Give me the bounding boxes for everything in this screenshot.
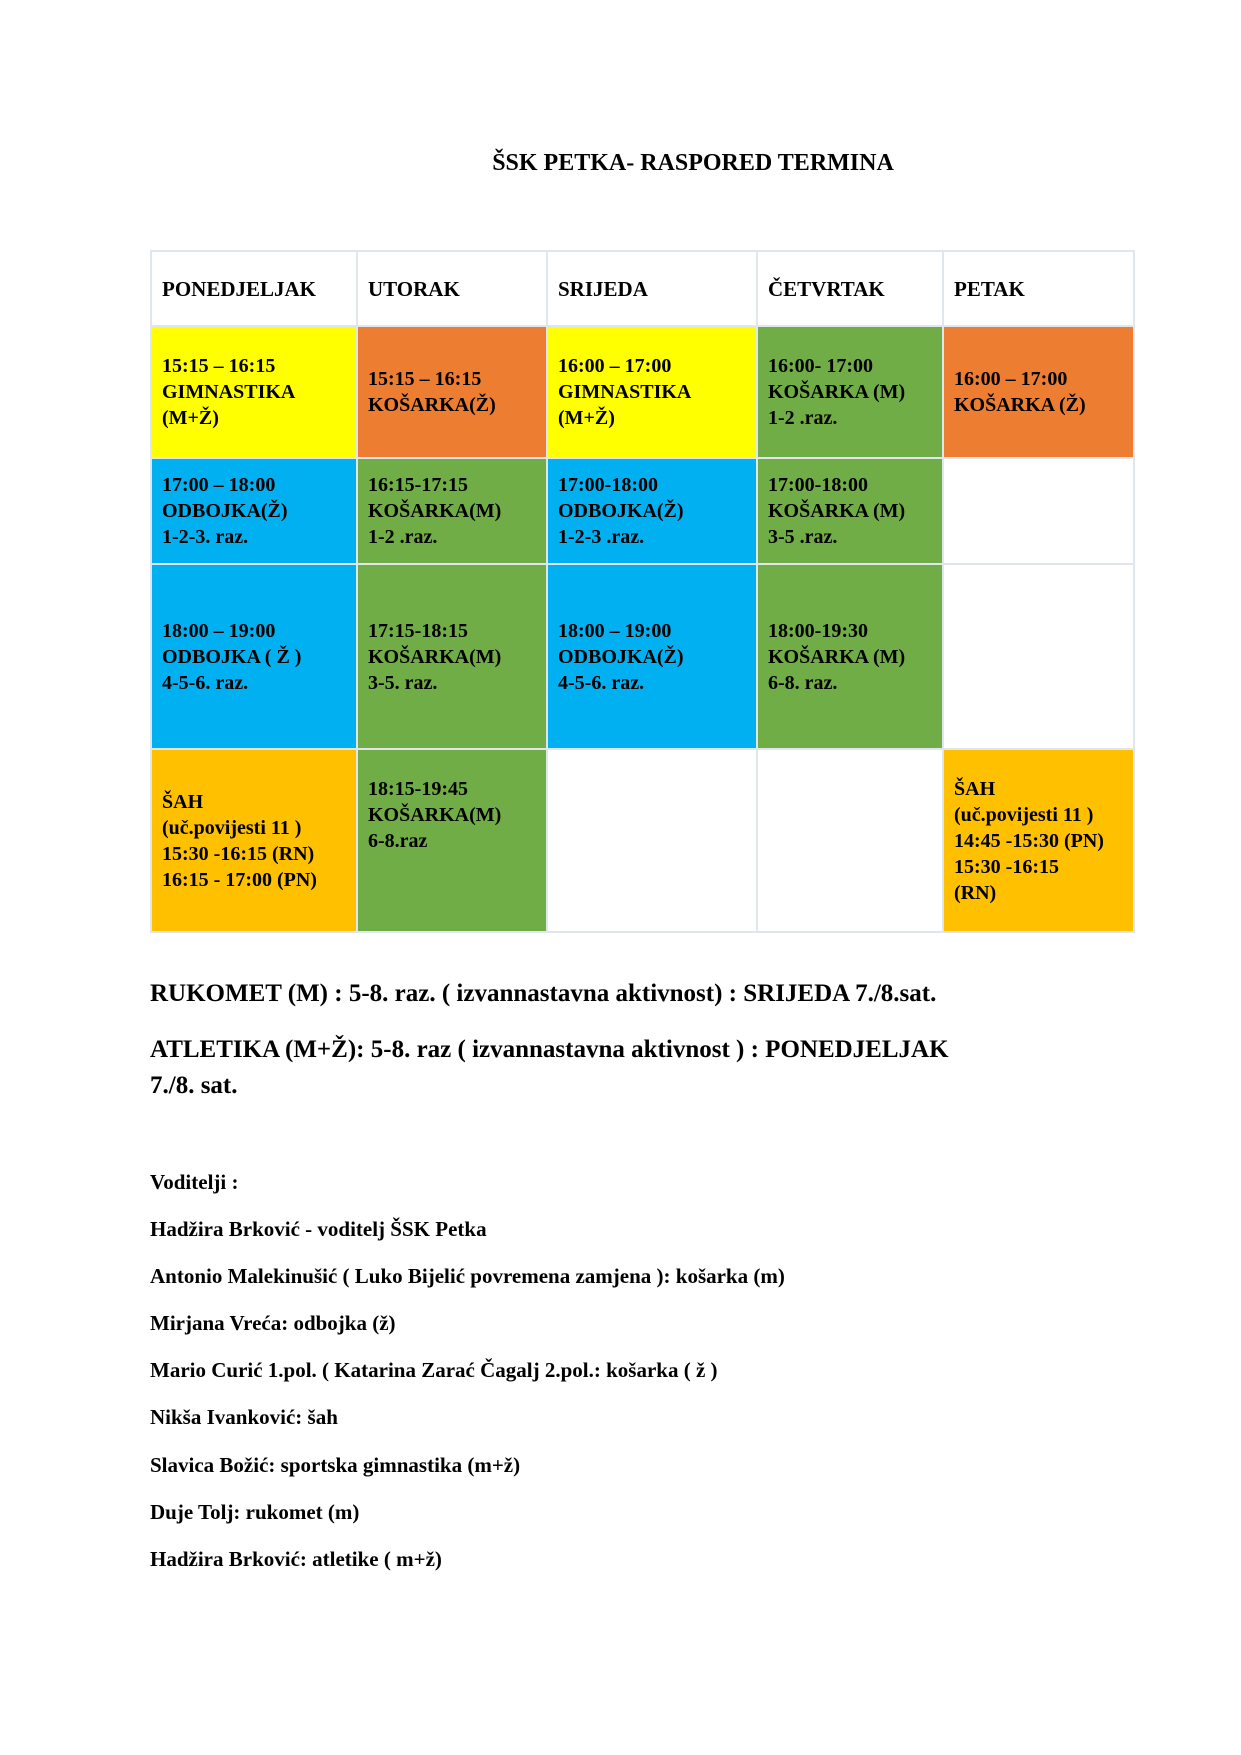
- leaders-heading: Voditelji :: [150, 1170, 239, 1194]
- schedule-cell: ŠAH (uč.povijesti 11 ) 15:30 -16:15 (RN) 16:15 - 17:00 (PN): [151, 749, 357, 932]
- schedule-cell: 18:00-19:30 KOŠARKA (M) 6-8. raz.: [757, 564, 943, 749]
- page-title: ŠSK PETKA- RASPORED TERMINA: [492, 150, 894, 176]
- schedule-cell: 17:00 – 18:00 ODBOJKA(Ž) 1-2-3. raz.: [151, 458, 357, 564]
- schedule-cell: 15:15 – 16:15 KOŠARKA(Ž): [357, 326, 547, 458]
- schedule-cell: 17:00-18:00 ODBOJKA(Ž) 1-2-3 .raz.: [547, 458, 757, 564]
- day-header: PONEDJELJAK: [151, 251, 357, 326]
- day-header: SRIJEDA: [547, 251, 757, 326]
- schedule-row: [151, 326, 1134, 458]
- day-header: UTORAK: [357, 251, 547, 326]
- leader-item: Hadžira Brković - voditelj ŠSK Petka: [150, 1217, 487, 1241]
- schedule-header-row: [151, 251, 1134, 326]
- schedule-cell: 16:15-17:15 KOŠARKA(M) 1-2 .raz.: [357, 458, 547, 564]
- leader-item: Antonio Malekinušić ( Luko Bijelić povremena zamjena ): košarka (m): [150, 1264, 785, 1288]
- schedule-cell: 16:00 – 17:00 GIMNASTIKA (M+Ž): [547, 326, 757, 458]
- leader-item: Duje Tolj: rukomet (m): [150, 1500, 360, 1524]
- schedule-cell: [943, 564, 1134, 749]
- leader-item: Mario Curić 1.pol. ( Katarina Zarać Čagalj 2.pol.: košarka ( ž ): [150, 1358, 718, 1382]
- schedule-cell: [757, 749, 943, 932]
- schedule-row: [151, 564, 1134, 749]
- note-rukomet: RUKOMET (M) : 5-8. raz. ( izvannastavna aktivnost) : SRIJEDA 7./8.sat.: [150, 980, 937, 1007]
- schedule-cell: ŠAH (uč.povijesti 11 ) 14:45 -15:30 (PN) 15:30 -16:15 (RN): [943, 749, 1134, 932]
- schedule-cell: 18:00 – 19:00 ODBOJKA ( Ž ) 4-5-6. raz.: [151, 564, 357, 749]
- schedule-cell: 17:15-18:15 KOŠARKA(M) 3-5. raz.: [357, 564, 547, 749]
- schedule-cell: [943, 458, 1134, 564]
- schedule-row: [151, 458, 1134, 564]
- schedule-cell: 18:00 – 19:00 ODBOJKA(Ž) 4-5-6. raz.: [547, 564, 757, 749]
- schedule-cell: 16:00 – 17:00 KOŠARKA (Ž): [943, 326, 1134, 458]
- leader-item: Hadžira Brković: atletike ( m+ž): [150, 1547, 442, 1571]
- note-atletika: ATLETIKA (M+Ž): 5-8. raz ( izvannastavna aktivnost ) : PONEDJELJAK: [150, 1036, 949, 1063]
- schedule-cell: [547, 749, 757, 932]
- schedule-cell: 15:15 – 16:15 GIMNASTIKA (M+Ž): [151, 326, 357, 458]
- schedule-table: [150, 250, 1135, 933]
- schedule-cell: 16:00- 17:00 KOŠARKA (M) 1-2 .raz.: [757, 326, 943, 458]
- leader-item: Slavica Božić: sportska gimnastika (m+ž): [150, 1453, 521, 1477]
- schedule-cell: 18:15-19:45 KOŠARKA(M) 6-8.raz: [357, 749, 547, 932]
- day-header: PETAK: [943, 251, 1134, 326]
- day-header: ČETVRTAK: [757, 251, 943, 326]
- leader-item: Nikša Ivanković: šah: [150, 1405, 338, 1429]
- schedule-row: [151, 749, 1134, 932]
- note-atletika-cont: 7./8. sat.: [150, 1072, 238, 1099]
- schedule-cell: 17:00-18:00 KOŠARKA (M) 3-5 .raz.: [757, 458, 943, 564]
- leader-item: Mirjana Vreća: odbojka (ž): [150, 1311, 396, 1335]
